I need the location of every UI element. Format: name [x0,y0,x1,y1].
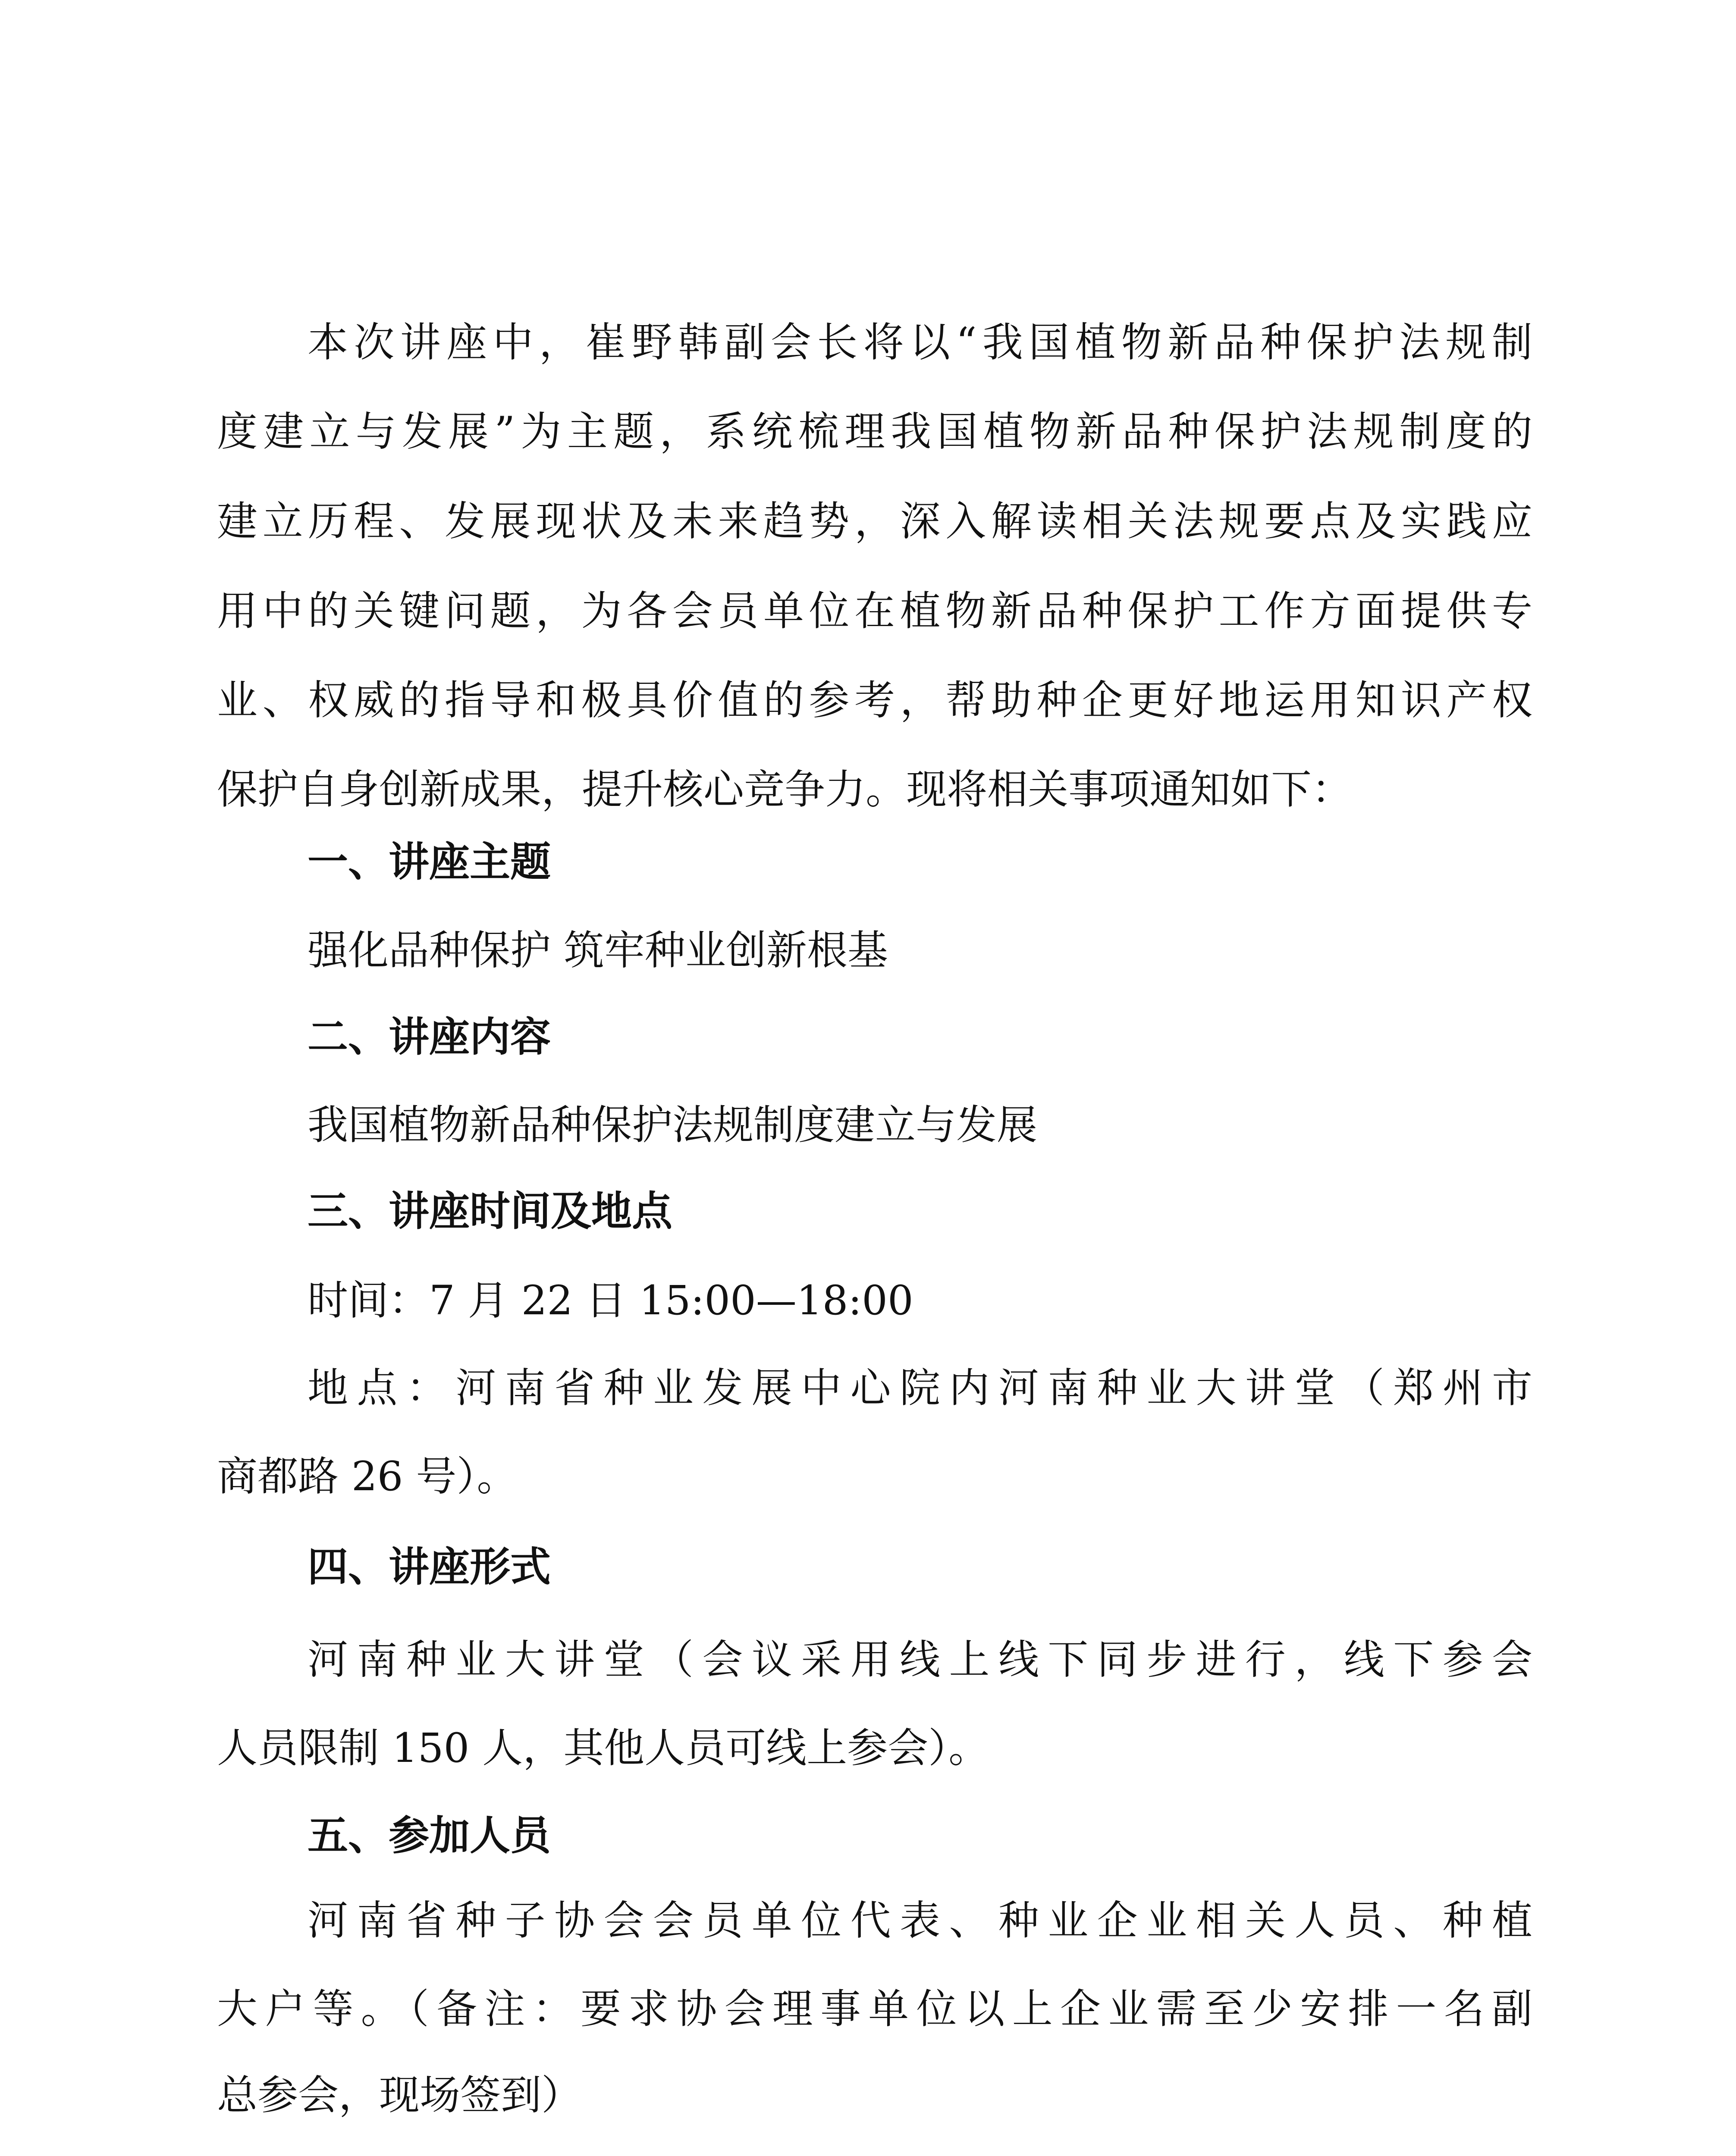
section-text-place-line-2: 商都路 26 号）。 [217,1453,518,1500]
section-heading-content: 二、讲座内容 [308,1014,551,1061]
intro-line-4: 用中的关键问题，为各会员单位在植物新品种保护工作方面提供专 [217,588,1532,635]
section-text-format-line-1: 河南种业大讲堂（会议采用线上线下同步进行，线下参会 [308,1636,1532,1683]
intro-line-1: 本次讲座中，崔野韩副会长将以“我国植物新品种保护法规制 [308,319,1532,366]
intro-line-2: 度建立与发展”为主题，系统梳理我国植物新品种保护法规制度的 [217,408,1532,455]
section-text-participants-line-2: 大户等。（备注：要求协会理事单位以上企业需至少安排一名副 [217,1986,1532,2033]
section-text-participants-line-1: 河南省种子协会会员单位代表、种业企业相关人员、种植 [308,1897,1532,1944]
section-heading-format: 四、讲座形式 [308,1544,551,1591]
section-text-topic: 强化品种保护 筑牢种业创新根基 [308,927,888,974]
intro-line-3: 建立历程、发展现状及未来趋势，深入解读相关法规要点及实践应 [217,498,1532,545]
intro-line-6: 保护自身创新成果，提升核心竞争力。现将相关事项通知如下： [217,766,1353,813]
section-heading-topic: 一、讲座主题 [308,839,551,886]
section-text-place-line-1: 地点：河南省种业发展中心院内河南种业大讲堂（郑州市 [308,1365,1532,1412]
section-text-time: 时间：7 月 22 日 15:00—18:00 [308,1277,914,1324]
section-text-content: 我国植物新品种保护法规制度建立与发展 [308,1102,1038,1149]
section-text-format-line-2: 人员限制 150 人，其他人员可线上参会）。 [217,1725,989,1772]
section-text-participants-line-3: 总参会，现场签到） [217,2072,582,2119]
section-heading-time-place: 三、讲座时间及地点 [308,1188,673,1235]
section-heading-participants: 五、参加人员 [308,1812,551,1859]
intro-line-5: 业、权威的指导和极具价值的参考，帮助种企更好地运用知识产权 [217,677,1532,724]
